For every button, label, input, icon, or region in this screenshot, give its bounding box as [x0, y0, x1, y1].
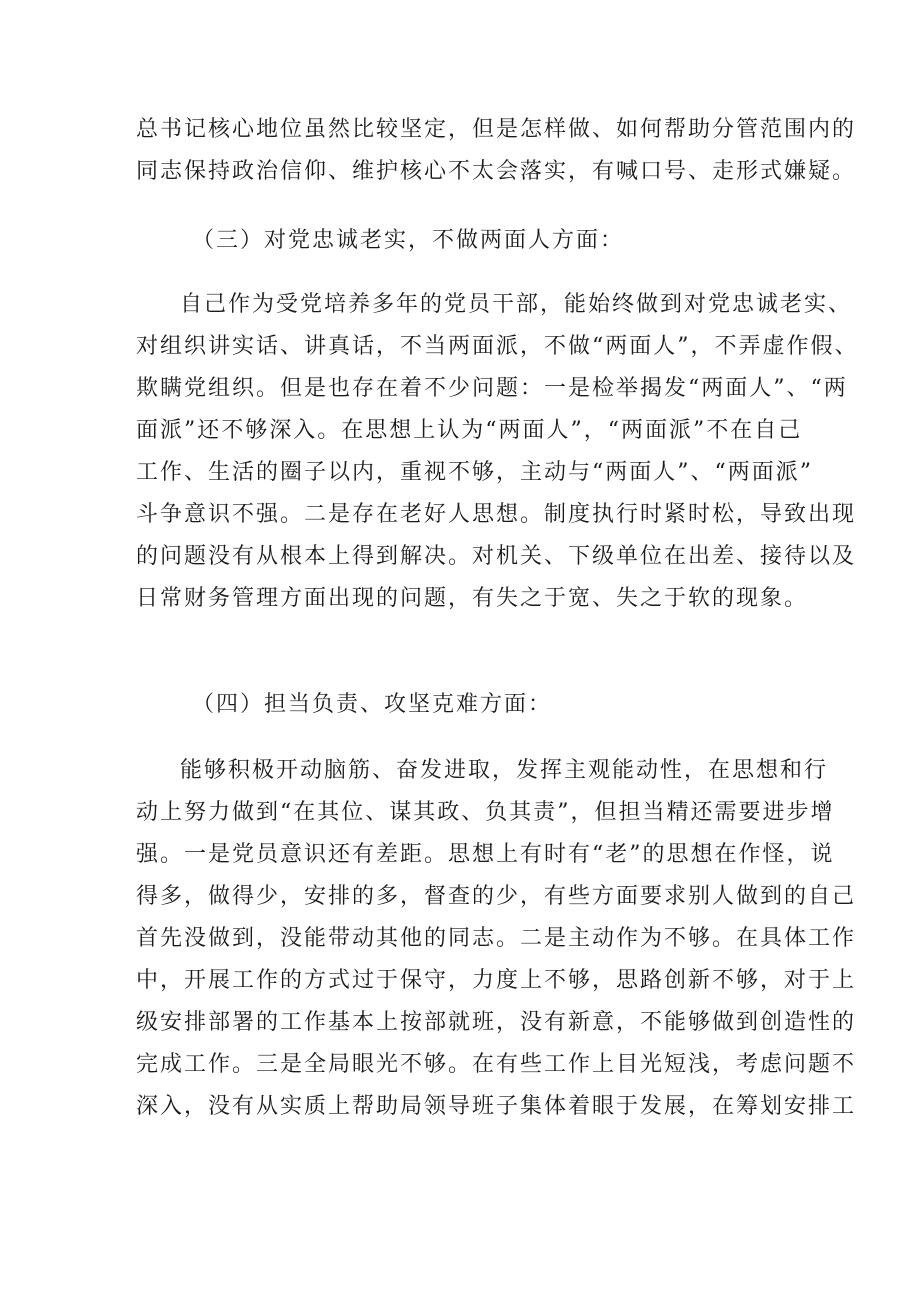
text-line: 中，开展工作的方式过于保守，力度上不够，思路创新不够，对于上 [136, 968, 857, 993]
text-line: 首先没做到，没能带动其他的同志。二是主动作为不够。在具体工作 [136, 926, 857, 951]
text-line: 得多，做得少，安排的多，督查的少，有些方面要求别人做到的自己 [136, 884, 857, 909]
text-line: 强。一是党员意识还有差距。思想上有时有“老”的思想在作怪，说 [136, 842, 835, 867]
text-line: 斗争意识不强。二是存在老好人思想。制度执行时紧时松，导致出现 [136, 502, 857, 527]
text-line: 深入，没有从实质上帮助局领导班子集体着眼于发展，在筹划安排工 [136, 1094, 857, 1119]
paragraph-responsibility [136, 750, 857, 1128]
paragraph-loyalty [136, 284, 859, 620]
heading-text: （四）担当负责、攻坚克难方面： [192, 692, 553, 717]
section-heading-3 [136, 220, 786, 262]
text-line: 自己作为受党培养多年的党员干部，能始终做到对党忠诚老实、 [180, 292, 853, 317]
text-line: 工作、生活的圈子以内，重视不够，主动与“两面人”、“两面派” [136, 460, 813, 485]
text-line: 动上努力做到“在其位、谋其政、负其责”，但担当精还需要进步增 [136, 800, 835, 825]
heading-text: （三）对党忠诚老实，不做两面人方面： [192, 228, 625, 253]
paragraph-continued [136, 109, 857, 193]
text-line: 同志保持政治信仰、维护核心不太会落实，有喊口号、走形式嫌疑。 [136, 159, 857, 184]
section-heading-4 [136, 684, 786, 726]
text-line: 总书记核心地位虽然比较坚定，但是怎样做、如何帮助分管范围内的 [136, 117, 857, 142]
text-line: 完成工作。三是全局眼光不够。在有些工作上目光短浅，考虑问题不 [136, 1052, 857, 1077]
text-line: 日常财务管理方面出现的问题，有失之于宽、失之于软的现象。 [136, 586, 809, 611]
text-line: 面派”还不够深入。在思想上认为“两面人”，“两面派”不在自己 [136, 418, 803, 443]
text-line: 的问题没有从根本上得到解决。对机关、下级单位在出差、接待以及 [136, 544, 857, 569]
text-line: 对组织讲实话、讲真话，不当两面派，不做“两面人”，不弄虚作假、 [136, 334, 859, 359]
text-line: 欺瞒党组织。但是也存在着不少问题：一是检举揭发“两面人”、“两 [136, 376, 848, 401]
text-line: 级安排部署的工作基本上按部就班，没有新意，不能够做到创造性的 [136, 1010, 857, 1035]
text-line: 能够积极开动脑筋、奋发进取，发挥主观能动性，在思想和行 [180, 758, 829, 783]
